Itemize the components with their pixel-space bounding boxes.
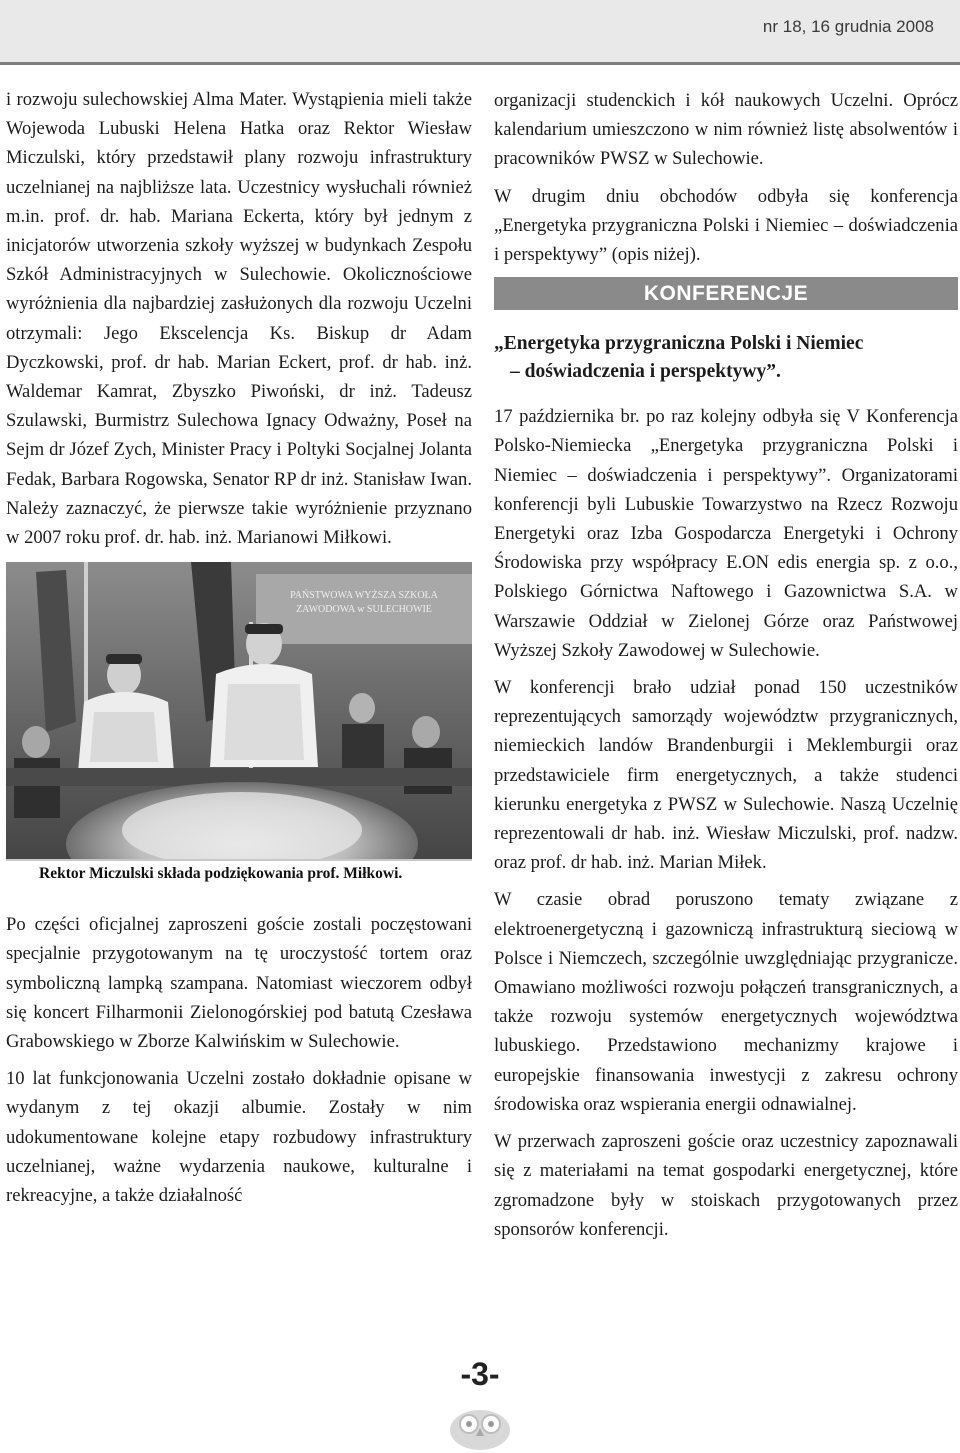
article-title-line-1: „Energetyka przygraniczna Polski i Niemiec — [494, 333, 864, 355]
left-column — [6, 85, 472, 1218]
paragraph: W konferencji brało udział ponad 150 uczestników reprezentujących samorządy województw przygranicznych, niemieckich landów Brandenburgii i Meklemburgii oraz przedstawiciele firm energetycznych, a także studenci kierunku energetyka z PWSZ w Sulechowie. Naszą Uczelnię reprezentowali dr hab. inż. Wiesław Miczulski, prof. nadzw. oraz prof. dr hab. inż. Marian Miłek. — [494, 677, 958, 874]
paragraph: i rozwoju sulechowskiej Alma Mater. Wystąpienia mieli także Wojewoda Lubuski Helena Hatka oraz Rektor Wiesław Miczulski, który przedstawił plany rozwoju infrastruktury uczelnianej na najbliższe lata. Uczestnicy wysłuchali również m.in. prof. dr. hab. Mariana Eckerta, który był jednym z inicjatorów utworzenia szkoły wyższej w budynkach Zespołu Szkół Administracyjnych w Sulechowie. Okolicznościowe wyróżnienia dla najbardziej zasłużonych dla rozwoju Uczelni otrzymali: Jego Ekscelencja Ks. Biskup dr Adam Dyczkowski, prof. dr hab. Marian Eckert, prof. dr hab. inż. Waldemar Kamrat, Zbyszko Piwoński, dr inż. Tadeusz Szulawski, Burmistrz Sulechowa Ignacy Odważny, Poseł na Sejm dr Józef Zych, Minister Pracy i Poltyki Socjalnej Jolanta Fedak, Barbara Rogowska, Senator RP dr inż. Stanisław Iwan. Należy zaznaczyć, że pierwsze takie wyróżnienie przyznano w 2007 roku prof. dr. hab. inż. Marianowi Miłkowi. — [6, 89, 472, 549]
paragraph: W czasie obrad poruszono tematy związane z elektroenergetyczną i gazowniczą infrastrukturą sieciową w Polsce i Niemczech, szczególnie uwzględniając przygranicze. Omawiano możliwości rozwoju połączeń transgranicznych, a także rozwoju systemów energetycznych województwa lubuskiego. Przedstawiono mechanizmy krajowe i europejskie finansowania inwestycji z zakresu ochrony środowiska oraz wspierania energii odnawialnej. — [494, 889, 958, 1115]
issue-date: nr 18, 16 grudnia 2008 — [762, 17, 934, 36]
ceremony-photo-image — [6, 562, 472, 894]
section-label: KONFERENCJE — [494, 277, 958, 310]
ceremony-photo — [6, 562, 472, 894]
paragraph: organizacji studenckich i kół naukowych Uczelni. Oprócz kalendarium umieszczono w nim również listę absolwentów i pracowników PWSZ w Sulechowie. — [494, 90, 958, 170]
page-number: -3- — [460, 1356, 500, 1392]
paragraph: 10 lat funkcjonowania Uczelni zostało dokładnie opisane w wydanym z tej okazji albumie. Zostały w nim udokumentowane kolejne etapy rozbudowy infrastruktury uczelnianej, ważne wydarzenia naukowe, kulturalne i rekreacyjne, a także działalność — [6, 1068, 472, 1207]
article-title-line-2: – doświadczenia i perspektywy”. — [510, 361, 781, 383]
right-column — [494, 86, 958, 1252]
owl-logo-icon — [440, 1396, 520, 1452]
article-title — [494, 330, 958, 386]
paragraph: W przerwach zaproszeni goście oraz uczestnicy zapoznawali się z materiałami na temat gospodarki energetycznej, które zgromadzone były w stoiskach przygotowanych przez sponsorów konferencji. — [494, 1131, 958, 1240]
photo-caption: Rektor Miczulski składa podziękowania prof. Miłkowi. — [39, 865, 403, 883]
paragraph: 17 października br. po raz kolejny odbyła się V Konferencja Polsko-Niemiecka „Energetyka przygraniczna Polski i Niemiec – doświadczenia i perspektywy”. Organizatorami konferencji byli Lubuskie Towarzystwo na Rzecz Rozwoju Energetyki oraz Izba Gospodarcza Energetyki i Ochrony Środowiska przy współpracy E.ON edis energia sp. z o.o., Polskiego Górnictwa Naftowego i Gazownictwa S.A. w Warszawie Oddział w Zielonej Górze oraz Państwowej Wyższej Szkoły Zawodowej w Sulechowie. — [494, 406, 958, 661]
paragraph: Po części oficjalnej zaproszeni goście zostali poczęstowani specjalnie przygotowanym na tę uroczystość tortem oraz symboliczną lampką szampana. Natomiast wieczorem odbył się koncert Filharmonii Zielonogórskiej pod batutą Czesława Grabowskiego w Zborze Kalwińskim w Sulechowie. — [6, 914, 472, 1053]
banner-text: PAŃSTWOWA WYŻSZA SZKOŁA — [290, 590, 438, 602]
header-rule — [0, 62, 960, 65]
paragraph: W drugim dniu obchodów odbyła się konferencja „Energetyka przygraniczna Polski i Niemiec – doświadczenia i perspektywy” (opis niżej). — [494, 185, 958, 266]
svg-text:ZAWODOWA w SULECHOWIE: ZAWODOWA w SULECHOWIE — [296, 604, 432, 616]
